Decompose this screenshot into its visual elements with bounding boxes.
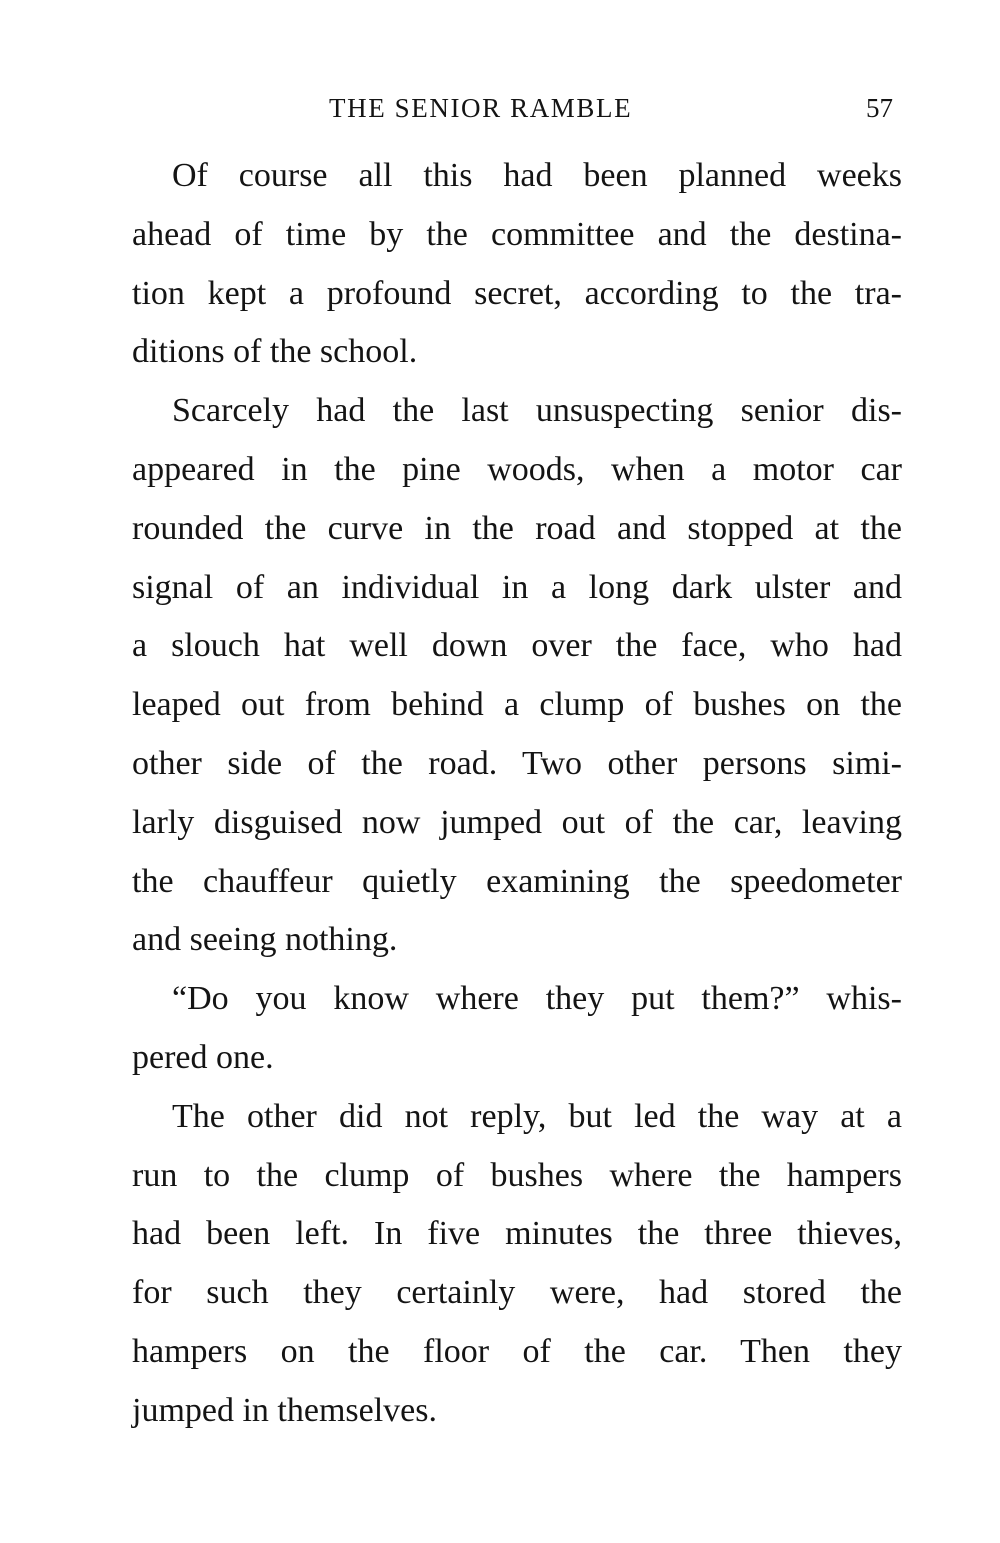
running-title: THE SENIOR RAMBLE	[329, 93, 633, 123]
running-head	[0, 88, 1000, 128]
paragraph	[132, 970, 902, 1088]
text-line: ditions of the school.	[132, 333, 418, 371]
text-line: tion kept a profound secret, according to the tra-	[132, 274, 902, 312]
text-line: “Do you know where they put them?” whis-	[172, 980, 902, 1018]
text-line: leaped out from behind a clump of bushes on the	[132, 686, 902, 724]
page-number: 57	[866, 93, 893, 123]
paragraph	[132, 1088, 902, 1441]
text-line: Scarcely had the last unsuspecting senior dis-	[172, 392, 902, 430]
text-line: run to the clump of bushes where the hampers	[132, 1156, 902, 1194]
text-line: larly disguised now jumped out of the car, leaving	[132, 803, 902, 841]
paragraph	[132, 147, 902, 382]
body-text	[132, 147, 902, 1441]
text-line: Of course all this had been planned weeks	[172, 157, 902, 194]
text-line: the chauffeur quietly examining the speedometer	[132, 862, 902, 900]
text-line: jumped in themselves.	[132, 1391, 438, 1429]
text-line: rounded the curve in the road and stopped at the	[132, 509, 902, 547]
text-line: other side of the road. Two other persons simi-	[132, 744, 902, 782]
text-line: and seeing nothing.	[132, 921, 398, 959]
text-line: The other did not reply, but led the way at a	[172, 1097, 902, 1135]
text-line: signal of an individual in a long dark ulster and	[132, 568, 902, 606]
text-line: hampers on the floor of the car. Then they	[132, 1332, 902, 1370]
text-line: a slouch hat well down over the face, who had	[132, 627, 902, 665]
text-line: appeared in the pine woods, when a motor car	[132, 450, 902, 488]
text-line: for such they certainly were, had stored the	[132, 1274, 902, 1312]
text-line: pered one.	[132, 1038, 274, 1076]
text-line: ahead of time by the committee and the destina-	[132, 215, 902, 253]
paragraph	[132, 382, 902, 970]
text-line: had been left. In five minutes the three thieves,	[132, 1215, 902, 1253]
